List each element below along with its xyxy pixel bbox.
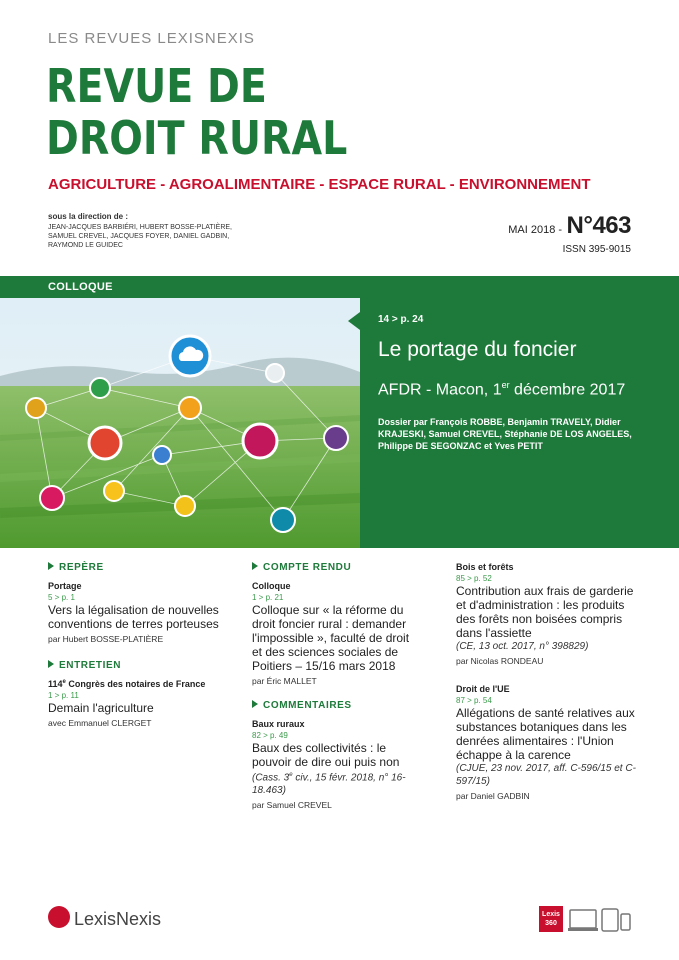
article-author: par Éric MALLET [252, 676, 317, 686]
section-entretien: ENTRETIEN [48, 660, 238, 671]
subline-post: décembre 2017 [509, 381, 626, 399]
article-ref: 1 > p. 21 [252, 593, 284, 602]
triangle-icon [48, 562, 54, 570]
article-author: par Hubert BOSSE-PLATIÈRE [48, 634, 164, 644]
article-ref: 85 > p. 52 [456, 574, 492, 583]
direction-names-2: SAMUEL CREVEL, JACQUES FOYER, DANIEL GADBIN, [48, 233, 230, 240]
article-author: par Daniel GADBIN [456, 791, 530, 801]
journal-title-line1: REVUE DE [46, 59, 267, 113]
article-heading: Baux ruraux [252, 719, 305, 729]
feature-panel [360, 298, 679, 548]
article-author: par Nicolas RONDEAU [456, 656, 544, 666]
editorial-direction [48, 212, 232, 250]
direction-label: sous la direction de : [48, 212, 129, 221]
article-ref: 87 > p. 54 [456, 696, 492, 705]
section-repere: REPÈRE [48, 562, 238, 573]
feature-reference: 14 > p. 24 [378, 314, 424, 325]
article-citation: (CJUE, 23 nov. 2017, aff. C-596/15 et C-597/15) [456, 763, 636, 787]
issn: ISSN 395-9015 [562, 244, 631, 255]
issue-info [508, 212, 631, 255]
feature-subline [378, 380, 625, 399]
article-ref: 1 > p. 11 [48, 691, 79, 700]
article-ref: 82 > p. 49 [252, 731, 288, 740]
article-title[interactable]: Contribution aux frais de garderie et d'administration : les produits des forêts non boisées compris dans l'assiette [456, 584, 634, 640]
article-heading: Droit de l'UE [456, 684, 510, 694]
article-ref: 5 > p. 1 [48, 593, 75, 602]
lexisnexis-mark-icon [48, 906, 70, 928]
article-heading: 114e Congrès des notaires de France [48, 679, 206, 689]
subline-pre: AFDR - Macon, 1 [378, 381, 502, 399]
series-name: LES REVUES LEXISNEXIS [48, 30, 255, 47]
article-heading: Portage [48, 581, 82, 591]
article-title[interactable]: Demain l'agriculture [48, 701, 154, 715]
article-heading: Colloque [252, 581, 291, 591]
direction-names-1: JEAN-JACQUES BARBIÉRI, HUBERT BOSSE-PLATIÈRE, [48, 224, 232, 231]
article-author: par Samuel CREVEL [252, 800, 332, 811]
direction-names-3: RAYMOND LE GUIDEC [48, 242, 123, 249]
article-citation: (Cass. 3e civ., 15 févr. 2018, n° 16-18.463) [252, 772, 406, 797]
article-title[interactable]: Allégations de santé relatives aux substances botaniques dans les denrées alimentaires : l'Union échappe à la carence [456, 706, 635, 762]
feature-category: COLLOQUE [48, 281, 113, 293]
article-title[interactable]: Vers la légalisation de nouvelles conventions de terres porteuses [48, 603, 219, 631]
issue-date: MAI 2018 - [508, 224, 563, 236]
journal-title [46, 60, 347, 164]
lexisnexis-wordmark: LexisNexis [74, 909, 162, 929]
article-title[interactable]: Baux des collectivités : le pouvoir de dire oui puis non [252, 741, 400, 769]
issue-number: N°463 [566, 212, 631, 239]
column-3 [456, 562, 636, 801]
subline-sup: er [501, 380, 510, 390]
feature-headline: Le portage du foncier [378, 338, 577, 361]
devices-icon-svg [568, 906, 632, 934]
article-heading: Bois et forêts [456, 562, 514, 572]
triangle-icon [48, 660, 54, 668]
panel-arrow [348, 312, 360, 330]
lexis360-badge[interactable]: Lexis 360 [539, 906, 563, 932]
column-1 [48, 562, 238, 728]
farmland-network-image [0, 298, 360, 548]
section-compte-rendu: COMPTE RENDU [252, 562, 422, 573]
journal-title-line2: DROIT RURAL [46, 111, 348, 165]
feature-authors: Dossier par François ROBBE, Benjamin TRAVELY, Didier KRAJESKI, Samuel CREVEL, Stéphanie DE LOS ANGELES, Philippe DE SEGONZAC et Yves PETIT [378, 417, 632, 451]
devices-icon [568, 906, 632, 939]
triangle-icon [252, 562, 258, 570]
article-author: avec Emmanuel CLERGET [48, 718, 152, 728]
article-title[interactable]: Colloque sur « la réforme du droit foncier rural : demander l'impossible », faculté de droit et des sciences sociales de Poitiers – 15/16 mars 2018 [252, 603, 410, 673]
article-citation: (CE, 13 oct. 2017, n° 398829) [456, 641, 589, 652]
farmland-network-illustration [0, 298, 360, 548]
column-2 [252, 562, 422, 810]
section-commentaires: COMMENTAIRES [252, 700, 422, 711]
journal-subtitle: AGRICULTURE - AGROALIMENTAIRE - ESPACE RURAL - ENVIRONNEMENT [48, 176, 591, 193]
triangle-icon [252, 700, 258, 708]
